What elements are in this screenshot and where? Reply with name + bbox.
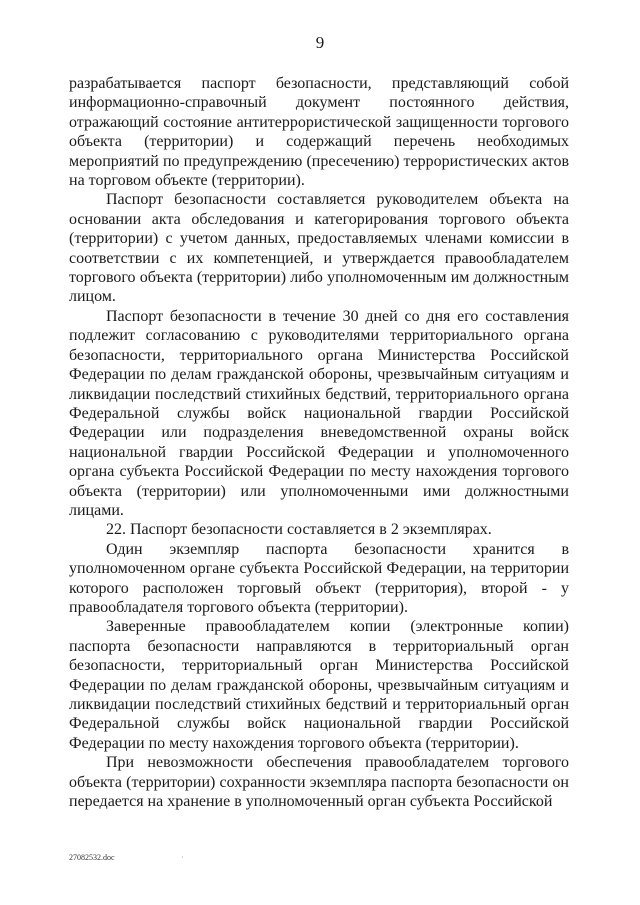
paragraph-passport-compiled-by: Паспорт безопасности составляется руководителем объекта на основании акта обследования и категорирования торгового объекта (территории) с учетом данных, предоставляемых членами комиссии в соответствии с их компетенцией, и утверждается правообладателем торгового объекта (территории) либо уполномоченным им должностным лицом. bbox=[69, 191, 569, 306]
footer-file-code: 27082532.doc bbox=[69, 853, 115, 862]
paragraph-passport-definition: разрабатывается паспорт безопасности, представляющий собой информационно-справочный документ постоянного действия, отражающий состояние антитеррористической защищенности торгового объекта (территории) и содержащий перечень необходимых мероприятий по предупреждению (пресечению) террористических актов на торговом объекте (территории). bbox=[69, 75, 569, 190]
paragraph-passport-approval: Паспорт безопасности в течение 30 дней со дня его составления подлежит согласованию с руководителями территориального органа безопасности, территориального органа Министерства Российской Федерации по делам гражданской обороны, чрезвычайным ситуациям и ликвидации последствий стихийных бедствий, территориального органа Федеральной службы войск национальной гвардии Российской Федерации или подразделения вневедомственной охраны войск национальной гвардии Российской Федерации и уполномоченного органа субъекта Российской Федерации по месту нахождения торгового объекта (территории) или уполномоченными ими должностными лицами. bbox=[69, 307, 569, 519]
paragraph-item-22: 22. Паспорт безопасности составляется в 2 экземплярах. bbox=[106, 521, 492, 539]
page-number: 9 bbox=[315, 33, 325, 52]
paragraph-storage-impossibility: При невозможности обеспечения правообладателем торгового объекта (территории) сохранности экземпляра паспорта безопасности он передается на хранение в уполномоченный орган субъекта Российской bbox=[69, 754, 569, 811]
paragraph-certified-copies: Заверенные правообладателем копии (электронные копии) паспорта безопасности направляются в территориальный орган безопасности, территориальный орган Министерства Российской Федерации по делам гражданской обороны, чрезвычайным ситуациям и ликвидации последствий стихийных бедствий и территориальный орган Федеральной службы войск национальной гвардии Российской Федерации по месту нахождения торгового объекта (территории). bbox=[69, 618, 569, 752]
document-body bbox=[69, 74, 569, 811]
footer-dot: · bbox=[181, 853, 184, 862]
paragraph-copy-storage: Один экземпляр паспорта безопасности хранится в уполномоченном органе субъекта Российской Федерации, на территории которого расположен торговый объект (территория), второй - у правообладателя торгового объекта (территории). bbox=[69, 540, 569, 616]
